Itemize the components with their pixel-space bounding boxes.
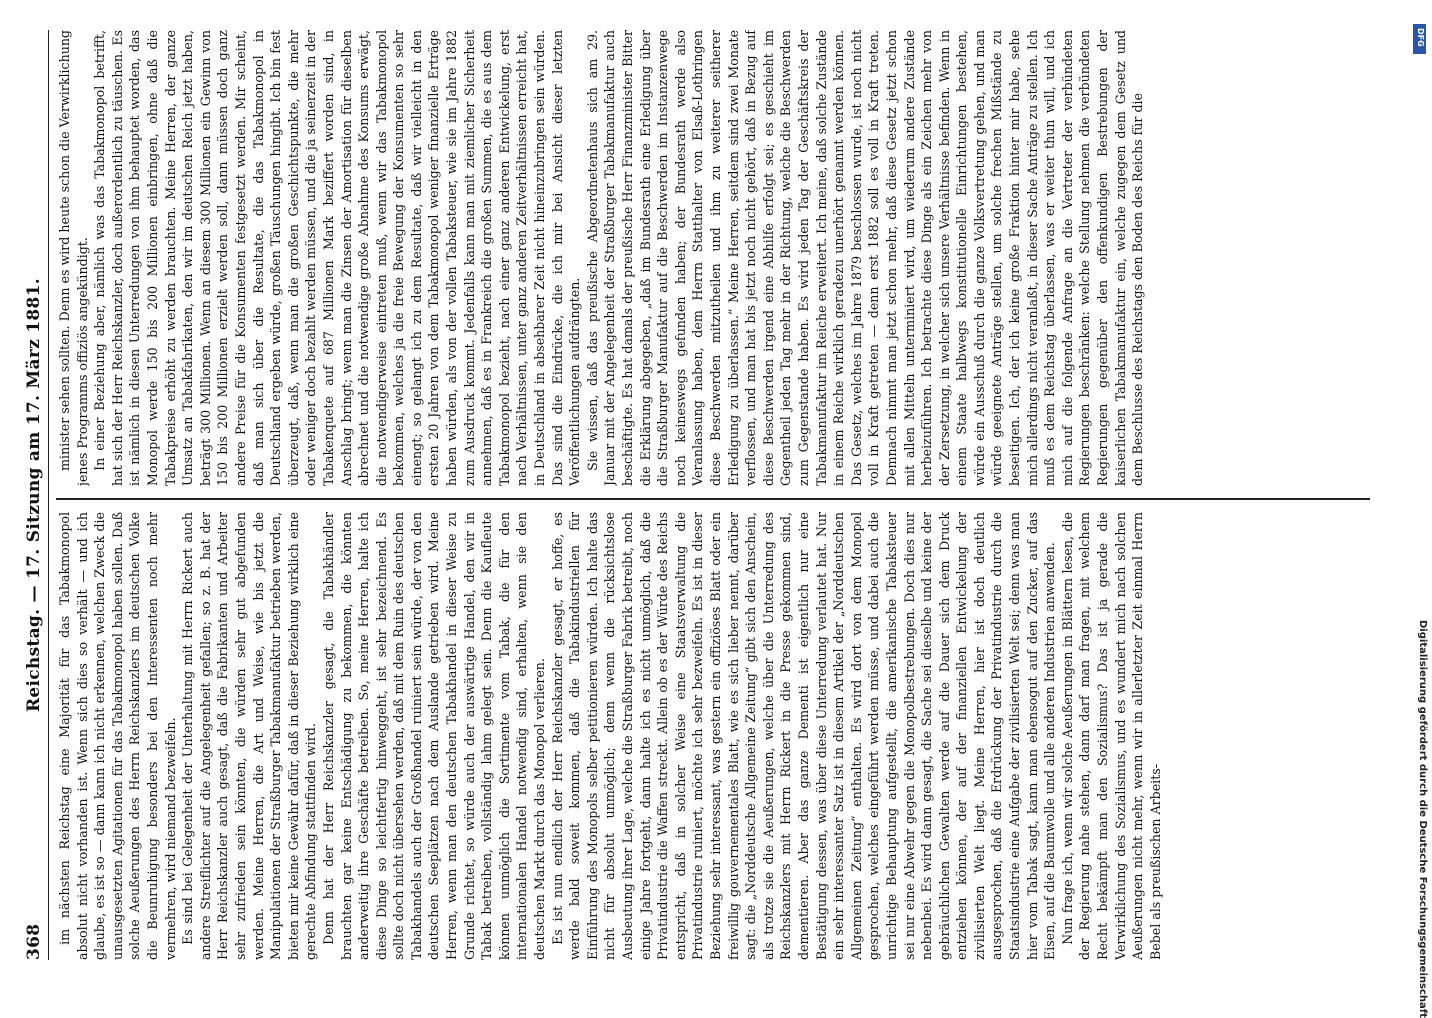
paragraph: minister sehen sollten. Denn es wird heute schon die Verwirklichung jenes Programms offiziös angekündigt. bbox=[57, 30, 90, 486]
paragraph: Denn hat der Herr Reichskanzler gesagt, die Tabakhändler brauchten gar keine Entschädigung zu bekommen, die könnten anderweitig ihre Geschäfte betreiben. So, meine Herren, halte ich diese Dinge so leichtfertig hinweggeht, ist sehr bezeichnend. Es sollte doch nicht übersehen werden, daß mit dem Ruin des deutschen Tabakhandels auch der Großhandel ruiniert sein würde, der von den deutschen Seeplätzen nach dem Auslande getrieben wird. Meine Herren, wenn man den deutschen Tabakhandel in dieser Weise zu Grunde richtet, so würde auch der auswärtige Handel, den wir in Tabak betreiben, vollständig lahm gelegt sein. Denn die Kaufleute können unmöglich die Sortimente vom Tabak, die für den internationalen Handel notwendig sind, erhalten, wenn sie den deutschen Markt durch das Monopol verlieren. bbox=[320, 512, 548, 960]
paragraph: Nun frage ich, wenn wir solche Aeußerungen in Blättern lesen, die der Regierung nahe stehen, dann darf man fragen, mit welchem Recht bekämpft man den Sozialismus? Das ist ja gerade die Verwirklichung des Sozialismus, und es wundert mich nach solchen Aeußerungen nicht mehr, wenn wir in allerletzter Zeit einmal Herrn Bebel als preußischen Arbeits- bbox=[1059, 512, 1163, 960]
page-number: 368 bbox=[24, 923, 44, 960]
dfg-logo bbox=[1413, 24, 1426, 54]
credit-text: Digitalisierung gefördert durch die Deutsche Forschungsgemeinschaft bbox=[1417, 620, 1428, 1018]
page-header bbox=[22, 30, 49, 960]
paragraph: im nächsten Reichstag eine Majorität für das Tabakmonopol absolut nicht vorhanden ist. Wenn sich dies so verhält — und ich glaube, es ist so — dann kann ich nicht erkennen, welchen Zweck die unausgesetzten Agitationen für das Tabakmonopol haben sollen. Daß solche Aeußerungen des Herrn Reichskanzlers im deutschen Volke die Beunruhigung besonders bei den Interessenten noch mehr vermehren, wird niemand bezweifeln. bbox=[57, 512, 178, 960]
left-column bbox=[56, 512, 1370, 960]
page-title: Reichstag. — 17. Sitzung am 17. März 1881. bbox=[24, 277, 44, 713]
paragraph: Es ist nun endlich der Herr Reichskanzler gesagt, er hoffe, es werde bald soweit kommen, daß die Tabakindustriellen für Einführung des Monopols selber petitionieren würden. Ich halte das nicht für absolut unmöglich; denn wenn die rücksichtslose Ausbeutung ihrer Lage, welche die Straßburger Fabrik betreibt, noch einige Jahre fortgeht, dann halte ich es nicht unmöglich, daß die Privatindustrie die Waffen streckt. Allein ob es der Würde des Reichs entspricht, daß in solcher Weise eine Staatsverwaltung die Privatindustrie ruiniert, möchte ich sehr bezweifeln. Es ist in dieser Beziehung sehr interessant, was gestern ein offiziöses Blatt oder ein freiwillig gouvernementales Blatt, wie es sich lieber nennt, darüber sagt: die „Norddeutsche Allgemeine Zeitung“ gibt sich den Anschein, als trotze sie die Aeußerungen, welche über die Unterredung des Reichskanzlers mit Herrn Rickert in die Presse gekommen sind, dementieren. Aber das ganze Dementi ist eigentlich nur eine Bestätigung dessen, was über diese Unterredung verlautet hat. Nur ein sehr interessanter Satz ist in diesem Artikel der „Norddeutschen Allgemeinen Zeitung“ enthalten. Es wird dort von dem Monopol gesprochen, welches eingeführt werden müsse, und dabei auch die unrichtige Behauptung aufgestellt, die amerikanische Tabaksteuer sei nur eine Abwehr gegen die Monopolbestrebungen. Doch dies nur nebenbei. Es wird dann gesagt, die Sache sei dieselbe und keine der gebräuchlichen Gewalten werde auf die Dauer sich dem Druck entziehen können, der auf der finanziellen Entwickelung der zivilisierten Welt liegt. Meine Herren, hier ist doch deutlich ausgesprochen, daß die Erdrückung der Privatindustrie durch die Staatsindustrie eine Aufgabe der zivilisierten Welt sei; denn was man hier vom Tabak sagt, kann man ebensogut auf den Zucker, auf das Eisen, auf die Baumwolle und alle anderen Industrien anwenden. bbox=[549, 512, 1058, 960]
right-column bbox=[56, 30, 1370, 486]
paragraph: Es sind bei Gelegenheit der Unterhaltung mit Herrn Rickert auch andere Streiflichter auf die Angelegenheit gefallen; so z. B. hat der Herr Reichskanzler auch gesagt, daß die Fabrikanten und Arbeiter sehr zufrieden sein könnten, die würden sehr gut abgefunden werden. Meine Herren, die Art und Weise, wie bis jetzt die Manipulationen der Straßburger Tabakmanufaktur betrieben werden, bieten mir keine Gewähr dafür, daß in dieser Beziehung wirklich eine gerechte Abfindung stattfinden wird. bbox=[180, 512, 319, 960]
digitization-credit bbox=[1412, 0, 1428, 1018]
dfg-logo-text: DFG bbox=[1416, 28, 1425, 47]
paragraph: In einer Beziehung aber, nämlich was das Tabakmonopol betrifft, hat sich der Herr Reichskanzler, doch außerordentlich zu täuschen. Es ist nämlich in diesen Unterredungen von ihm behauptet worden, das Monopol werde 150 bis 200 Millionen einbringen, ohne daß die Tabakpreise erhöht zu werden brauchten. Meine Herren, der ganze Umsatz an Tabakfabrikaten, den wir im deutschen Reich jetzt haben, beträgt 300 Millionen. Wenn an diesem 300 Millionen ein Gewinn von 150 bis 200 Millionen erzielt werden soll, dann müssen doch ganz andere Preise für die Konsumenten festgesetzt werden. Mir scheint, daß man sich über die Resultate, die das Tabakmonopol in Deutschland ergeben würde, großen Täuschungen hingibt. Ich bin fest überzeugt, daß, wenn man die großen Geschichtspunkte, die mehr oder weniger doch bezahlt werden müssen, und die ja seinerzeit in der Tabakenquete auf 687 Millionen Mark beziffert worden sind, in Anschlag bringt; wenn man die Zinsen der Amortisation für dieselben abrechnet und die notwendige große Abnahme des Konsums erwägt, die notwendigerweise eintreten muß, wenn wir das Tabakmonopol bekommen, welches ja die freie Bewegung der Konsumenten so sehr einengt; so gelangt ich zu dem Resultate, daß wir vielleicht in den ersten 20 Jahren von dem Tabakmonopol weniger finanzielle Erträge haben würden, als von der vollen Tabaksteuer, wie sie im Jahre 1882 zum Ausdruck kommt. Jedenfalls kann man mit ziemlicher Sicherheit annehmen, daß es in Frankreich die großen Summen, die es aus dem Tabakmonopol bezieht, nach einer ganz anderen Entwickelung, erst nach Verhältnissen, unter ganz anderen Zeitverhältnissen erreicht hat, in Deutschland in absehbarer Zeit nicht hineinzubringen sein würden. Das sind die Eindrücke, die ich mir bei Ansicht dieser letzten Veröffentlichungen aufdrängten. bbox=[92, 30, 583, 486]
column-divider bbox=[56, 499, 1370, 501]
text-columns bbox=[56, 30, 1370, 960]
paragraph: Sie wissen, daß das preußische Abgeordnetenhaus sich am 29. Januar mit der Angelegenheit der Straßburger Tabakmanufaktur auch beschäftigte. Es hat damals der preußische Herr Finanzminister Bitter die Erklärung abgegeben, „daß im Bundesrath eine Erledigung über die Straßburger Manufaktur auf die Beschwerden im Instanzenwege noch keineswegs gefunden haben; der Bundesrath werde also Veranlassung haben, dem Herrn Statthalter von Elsaß-Lothringen diese Beschwerden mitzutheilen und ihm zu weiterer seitherer Erledigung zu überlassen.“ Meine Herren, seitdem sind zwei Monate verflossen, und man hat bis jetzt noch nicht gehört, daß in Bezug auf diese Beschwerden irgend eine Abhilfe erfolgt sei; es geschieht im Gegentheil jeden Tag mehr in der Richtung, welche die Beschwerden zum Gegenstande haben. Es wird jeden Tag der Geschäftskreis der Tabakmanufaktur im Reiche erweitert. Ich meine, daß solche Zustände in einem Reiche wirklich geradezu unerhört genannt werden können. Das Gesetz, welches im Jahre 1879 beschlossen wurde, ist noch nicht voll in Kraft getreten — denn erst 1882 soll es voll in Kraft treten. Demnach nimmt man jetzt schon mehr, daß diese Gesetz jetzt schon mit allen Mitteln unterminiert wird, um wiederum andere Zustände herbeizuführen. Ich betrachte diese Dinge als ein Zeichen mehr von der Zersetzung, in welcher sich unsere Verhältnisse befinden. Wenn in einem Staate halbwegs konstitutionelle Einrichtungen bestehen, würde ein Ausschuß durch die ganze Volksvertretung gehen, und man würde geeignete Anträge stellen, um solche frechen Mißstände zu beseitigen. Ich, der ich keine große Fraktion hinter mir habe, sehe mich allerdings nicht veranlaßt, in dieser Sache Anträge zu stellen. Ich muß es dem Reichstag überlassen, was er weiter thun will, und ich mich auf die folgende Anfrage an die Vertreter der verbündeten Regierungen beschränken: welche Stellung nehmen die verbündeten Regierungen gegenüber den offenkundigen Bestrebungen der kaiserlichen Tabakmanufaktur ein, welche zugegen dem Gesetz und dem Beschlusse des Reichstags den Boden des Reichs für die bbox=[584, 30, 1146, 486]
